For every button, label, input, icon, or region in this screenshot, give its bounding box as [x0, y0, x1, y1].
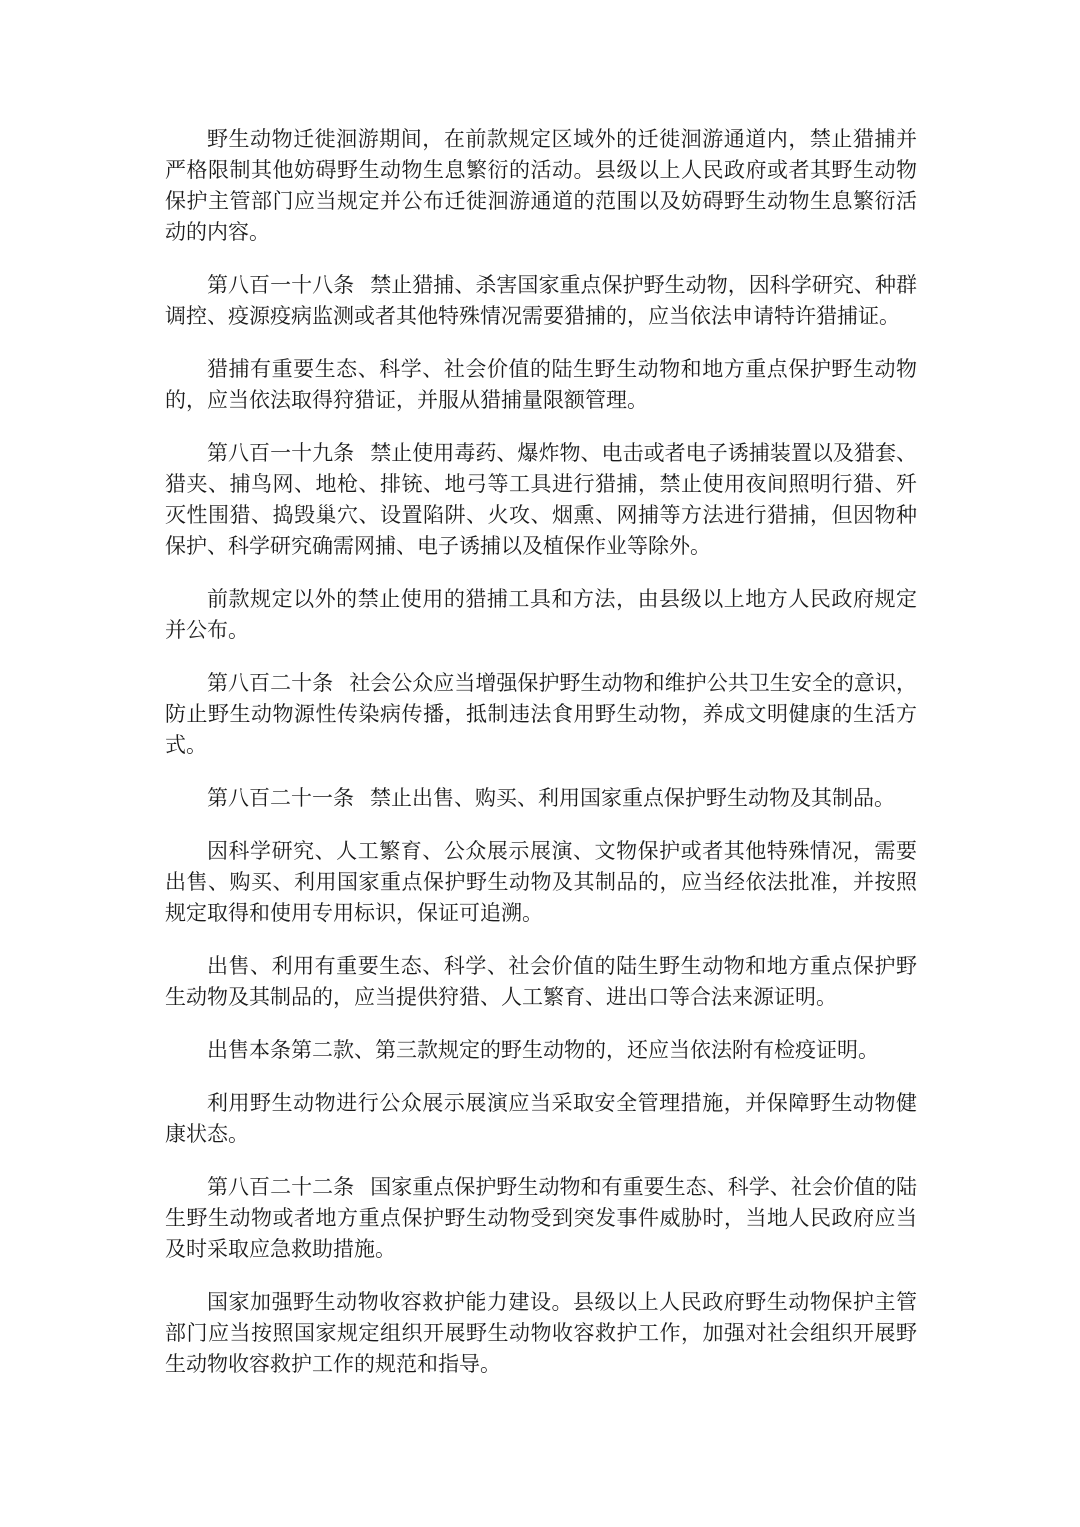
paragraph — [165, 1035, 917, 1066]
article-number: 第八百二十一条 — [207, 786, 354, 810]
paragraph — [165, 438, 917, 562]
paragraph — [165, 1088, 917, 1150]
paragraph-text: 禁止猎捕、杀害国家重点保护野生动物，因科学研究、种群调控、疫源疫病监测或者其他特殊情况需要猎捕的，应当依法申请特许猎捕证。 — [165, 273, 917, 328]
paragraph-text: 禁止出售、购买、利用国家重点保护野生动物及其制品。 — [370, 786, 895, 810]
paragraph — [165, 668, 917, 761]
paragraph-text: 野生动物迁徙洄游期间，在前款规定区域外的迁徙洄游通道内，禁止猎捕并严格限制其他妨碍野生动物生息繁衍的活动。县级以上人民政府或者其野生动物保护主管部门应当规定并公布迁徙洄游通道的范围以及妨碍野生动物生息繁衍活动的内容。 — [165, 127, 917, 244]
paragraph-text: 因科学研究、人工繁育、公众展示展演、文物保护或者其他特殊情况，需要出售、购买、利用国家重点保护野生动物及其制品的，应当经依法批准，并按照规定取得和使用专用标识，保证可追溯。 — [165, 839, 917, 925]
paragraph — [165, 951, 917, 1013]
paragraph-text: 国家加强野生动物收容救护能力建设。县级以上人民政府野生动物保护主管部门应当按照国家规定组织开展野生动物收容救护工作，加强对社会组织开展野生动物收容救护工作的规范和指导。 — [165, 1290, 917, 1376]
paragraph — [165, 584, 917, 646]
document-page — [165, 124, 917, 1402]
paragraph-text: 前款规定以外的禁止使用的猎捕工具和方法，由县级以上地方人民政府规定并公布。 — [165, 587, 917, 642]
paragraph-text: 利用野生动物进行公众展示展演应当采取安全管理措施，并保障野生动物健康状态。 — [165, 1091, 917, 1146]
paragraph — [165, 354, 917, 416]
paragraph — [165, 783, 917, 814]
article-number: 第八百一十九条 — [207, 441, 355, 465]
paragraph — [165, 1287, 917, 1380]
paragraph-text: 禁止使用毒药、爆炸物、电击或者电子诱捕装置以及猎套、猎夹、捕鸟网、地枪、排铳、地弓等工具进行猎捕，禁止使用夜间照明行猎、歼灭性围猎、捣毁巢穴、设置陷阱、火攻、烟熏、网捕等方法进行猎捕，但因物种保护、科学研究确需网捕、电子诱捕以及植保作业等除外。 — [165, 441, 917, 558]
paragraph-text: 社会公众应当增强保护野生动物和维护公共卫生安全的意识，防止野生动物源性传染病传播，抵制违法食用野生动物，养成文明健康的生活方式。 — [165, 671, 917, 757]
article-number: 第八百一十八条 — [207, 273, 355, 297]
paragraph — [165, 270, 917, 332]
paragraph — [165, 1172, 917, 1265]
paragraph-text: 出售本条第二款、第三款规定的野生动物的，还应当依法附有检疫证明。 — [207, 1038, 879, 1062]
paragraph-text: 出售、利用有重要生态、科学、社会价值的陆生野生动物和地方重点保护野生动物及其制品的，应当提供狩猎、人工繁育、进出口等合法来源证明。 — [165, 954, 917, 1009]
paragraph-text: 国家重点保护野生动物和有重要生态、科学、社会价值的陆生野生动物或者地方重点保护野生动物受到突发事件威胁时，当地人民政府应当及时采取应急救助措施。 — [165, 1175, 917, 1261]
article-number: 第八百二十条 — [207, 671, 334, 695]
paragraph-text: 猎捕有重要生态、科学、社会价值的陆生野生动物和地方重点保护野生动物的，应当依法取得狩猎证，并服从猎捕量限额管理。 — [165, 357, 917, 412]
article-number: 第八百二十二条 — [207, 1175, 355, 1199]
paragraph — [165, 124, 917, 248]
paragraph — [165, 836, 917, 929]
